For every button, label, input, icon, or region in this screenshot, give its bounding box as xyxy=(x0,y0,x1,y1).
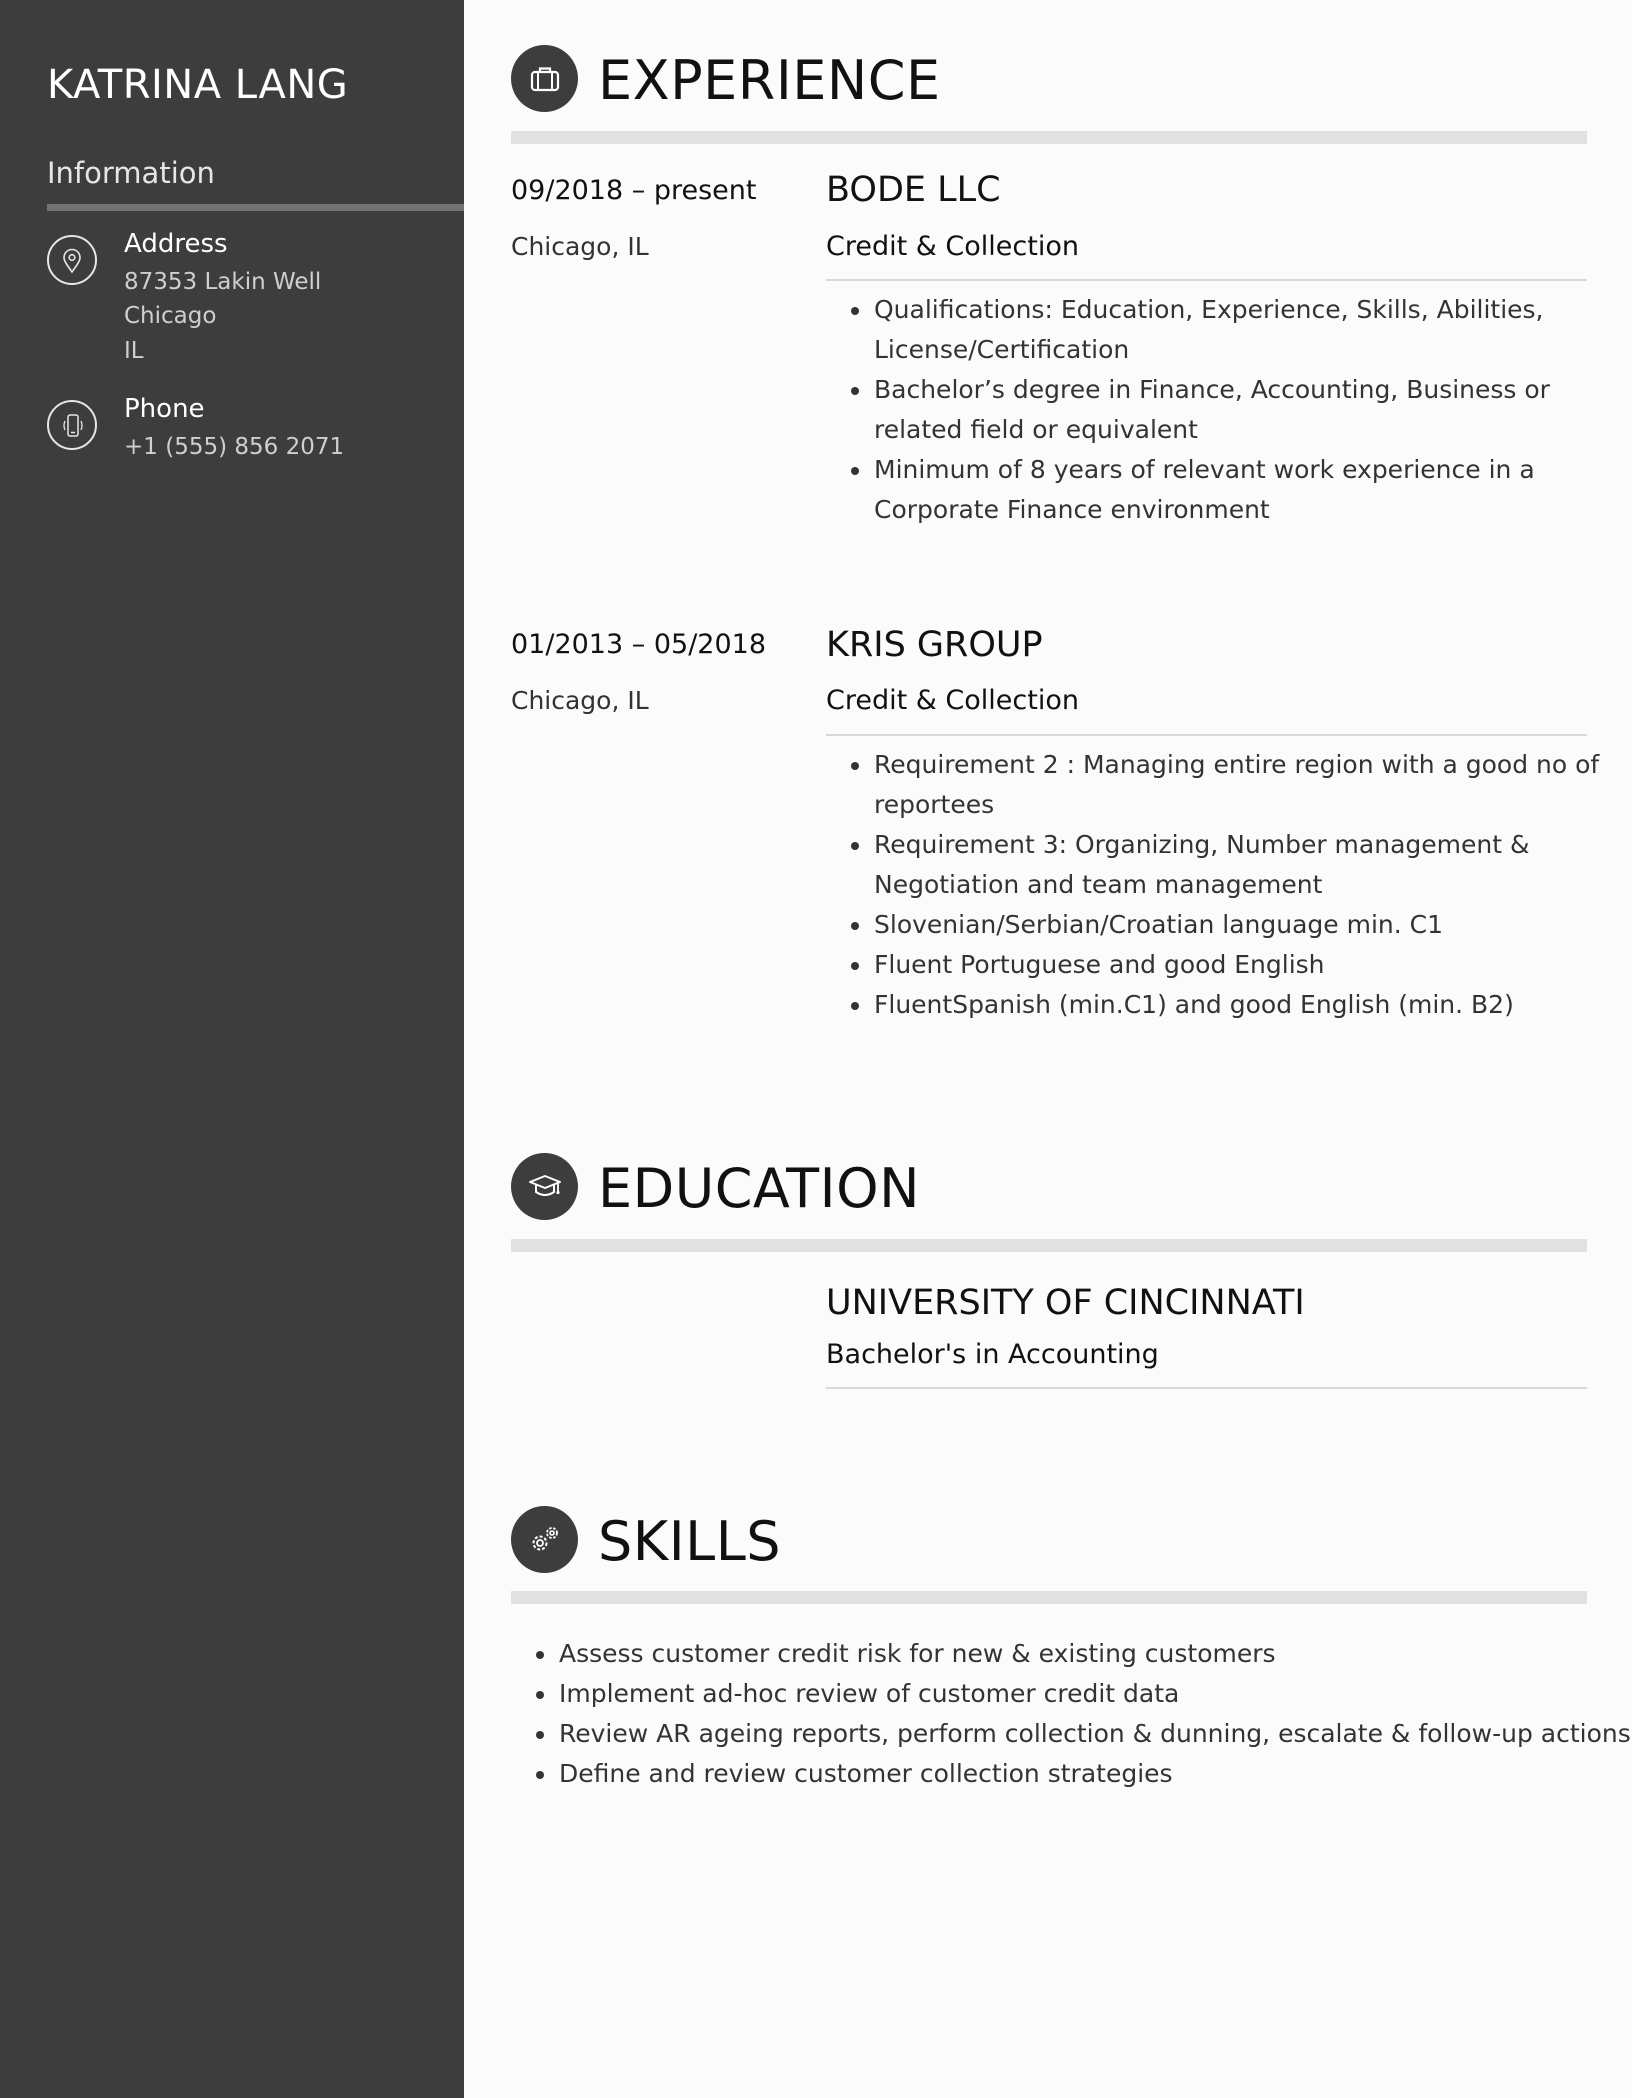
job-2-location: Chicago, IL xyxy=(511,686,649,715)
list-item: Implement ad-hoc review of customer credit data xyxy=(559,1674,1632,1714)
information-heading: Information xyxy=(47,156,215,190)
candidate-name: KATRINA LANG xyxy=(47,62,349,108)
job-2-company: KRIS GROUP xyxy=(826,625,1043,665)
information-divider xyxy=(47,204,464,211)
address-line-2: Chicago xyxy=(124,303,217,329)
degree: Bachelor's in Accounting xyxy=(826,1339,1159,1370)
list-item: Qualifications: Education, Experience, Skills, Abilities, License/Certification xyxy=(874,290,1632,370)
job-1-divider xyxy=(826,279,1587,281)
education-item-divider xyxy=(826,1387,1587,1389)
list-item: Assess customer credit risk for new & existing customers xyxy=(559,1634,1632,1674)
list-item: Requirement 2 : Managing entire region with a good no of reportees xyxy=(874,745,1632,825)
phone-icon xyxy=(47,400,97,450)
job-2-divider xyxy=(826,734,1587,736)
list-item: FluentSpanish (min.C1) and good English (min. B2) xyxy=(874,985,1632,1025)
job-2-dates: 01/2013 – 05/2018 xyxy=(511,629,766,660)
address-line-3: IL xyxy=(124,338,144,364)
job-2-role: Credit & Collection xyxy=(826,685,1079,716)
list-item: Requirement 3: Organizing, Number management & Negotiation and team management xyxy=(874,825,1632,905)
list-item: Define and review customer collection strategies xyxy=(559,1754,1632,1794)
address-line-1: 87353 Lakin Well xyxy=(124,269,322,295)
briefcase-icon xyxy=(511,45,578,112)
job-1-role: Credit & Collection xyxy=(826,231,1079,262)
sidebar xyxy=(0,0,464,2098)
graduation-cap-icon xyxy=(511,1153,578,1220)
job-1-dates: 09/2018 – present xyxy=(511,175,757,206)
phone-label: Phone xyxy=(124,394,205,424)
address-label: Address xyxy=(124,229,228,259)
skills-divider xyxy=(511,1591,1587,1604)
list-item: Bachelor’s degree in Finance, Accounting, Business or related field or equivalent xyxy=(874,370,1632,450)
job-1-location: Chicago, IL xyxy=(511,232,649,261)
job-1-company: BODE LLC xyxy=(826,170,1001,210)
experience-divider xyxy=(511,131,1587,144)
skills-list xyxy=(511,1634,1632,1794)
location-pin-icon xyxy=(47,235,97,285)
job-1-bullets xyxy=(826,290,1632,530)
job-2-bullets xyxy=(826,745,1632,1025)
gears-icon xyxy=(511,1506,578,1573)
list-item: Slovenian/Serbian/Croatian language min. C1 xyxy=(874,905,1632,945)
list-item: Fluent Portuguese and good English xyxy=(874,945,1632,985)
list-item: Minimum of 8 years of relevant work experience in a Corporate Finance environment xyxy=(874,450,1632,530)
education-title: EDUCATION xyxy=(598,1157,920,1220)
experience-title: EXPERIENCE xyxy=(598,49,941,112)
education-divider xyxy=(511,1239,1587,1252)
phone-number: +1 (555) 856 2071 xyxy=(124,434,345,460)
school-name: UNIVERSITY OF CINCINNATI xyxy=(826,1283,1305,1323)
list-item: Review AR ageing reports, perform collection & dunning, escalate & follow-up actions xyxy=(559,1714,1632,1754)
skills-title: SKILLS xyxy=(598,1510,782,1573)
